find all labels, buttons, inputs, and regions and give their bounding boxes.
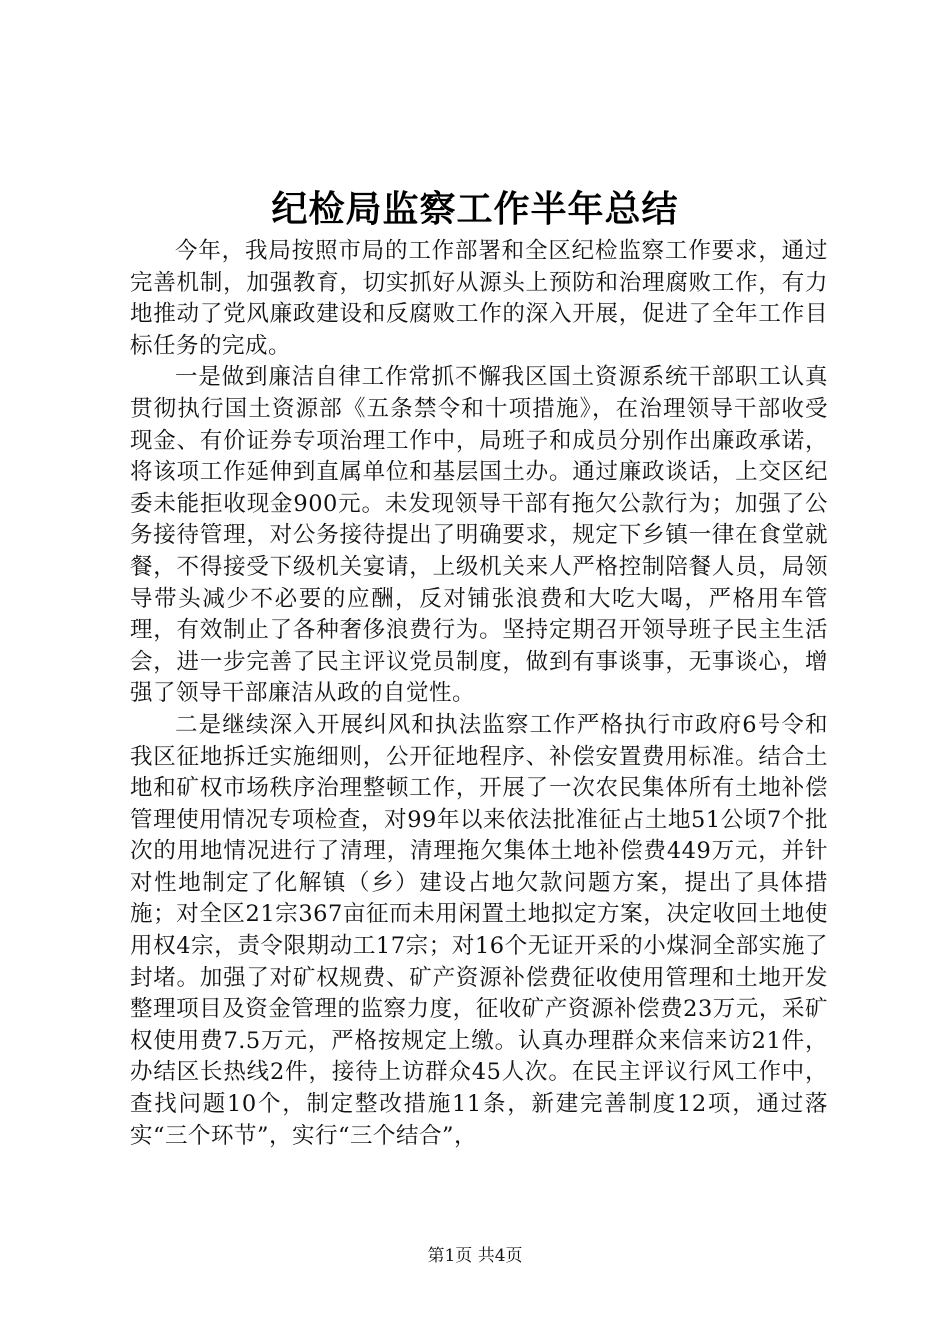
paragraph-supervision: 二是继续深入开展纠风和执法监察工作严格执行市政府6号令和我区征地拆迁实施细则，公开征地程序、补偿安置费用标准。结合土地和矿权市场秩序治理整顿工作，开展了一次农民集体所有土地补偿管理使用情况专项检查，对99年以来依法批准征占土地51公顷7个批次的用地情况进行了清理，清理拖欠集体土地补偿费449万元，并针对性地制定了化解镇（乡）建设占地欠款问题方案，提出了具体措施；对全区21宗367亩征而未用闲置土地拟定方案，决定收回土地使用权4宗，责令限期动工17宗；对16个无证开采的小煤洞全部实施了封堵。加强了对矿权规费、矿产资源补偿费征收使用管理和土地开发整理项目及资金管理的监察力度，征收矿产资源补偿费23万元，采矿权使用费7.5万元，严格按规定上缴。认真办理群众来信来访21件，办结区长热线2件，接待上访群众45人次。在民主评议行风工作中，查找问题10个，制定整改措施11条，新建完善制度12项，通过落实“三个环节”，实行“三个结合”， [130,711,828,1149]
paragraph-intro: 今年，我局按照市局的工作部署和全区纪检监察工作要求，通过完善机制，加强教育，切实抓好从源头上预防和治理腐败工作，有力地推动了党风廉政建设和反腐败工作的深入开展，促进了全年工作目标任务的完成。 [130,238,828,359]
document-title: 纪检局监察工作半年总结 [271,188,679,230]
page-number: 第1页 共4页 [427,1246,523,1266]
paragraph-integrity: 一是做到廉洁自律工作常抓不懈我区国土资源系统干部职工认真贯彻执行国土资源部《五条禁令和十项措施》，在治理领导干部收受现金、有价证券专项治理工作中，局班子和成员分别作出廉政承诺，将该项工作延伸到直属单位和基层国土办。通过廉政谈话，上交区纪委未能拒收现金900元。未发现领导干部有拖欠公款行为；加强了公务接待管理，对公务接待提出了明确要求，规定下乡镇一律在食堂就餐，不得接受下级机关宴请，上级机关来人严格控制陪餐人员，局领导带头减少不必要的应酬，反对铺张浪费和大吃大喝，严格用车管理，有效制止了各种奢侈浪费行为。坚持定期召开领导班子民主生活会，进一步完善了民主评议党员制度，做到有事谈事，无事谈心，增强了领导干部廉洁从政的自觉性。 [130,364,828,707]
document-body [130,236,828,1152]
